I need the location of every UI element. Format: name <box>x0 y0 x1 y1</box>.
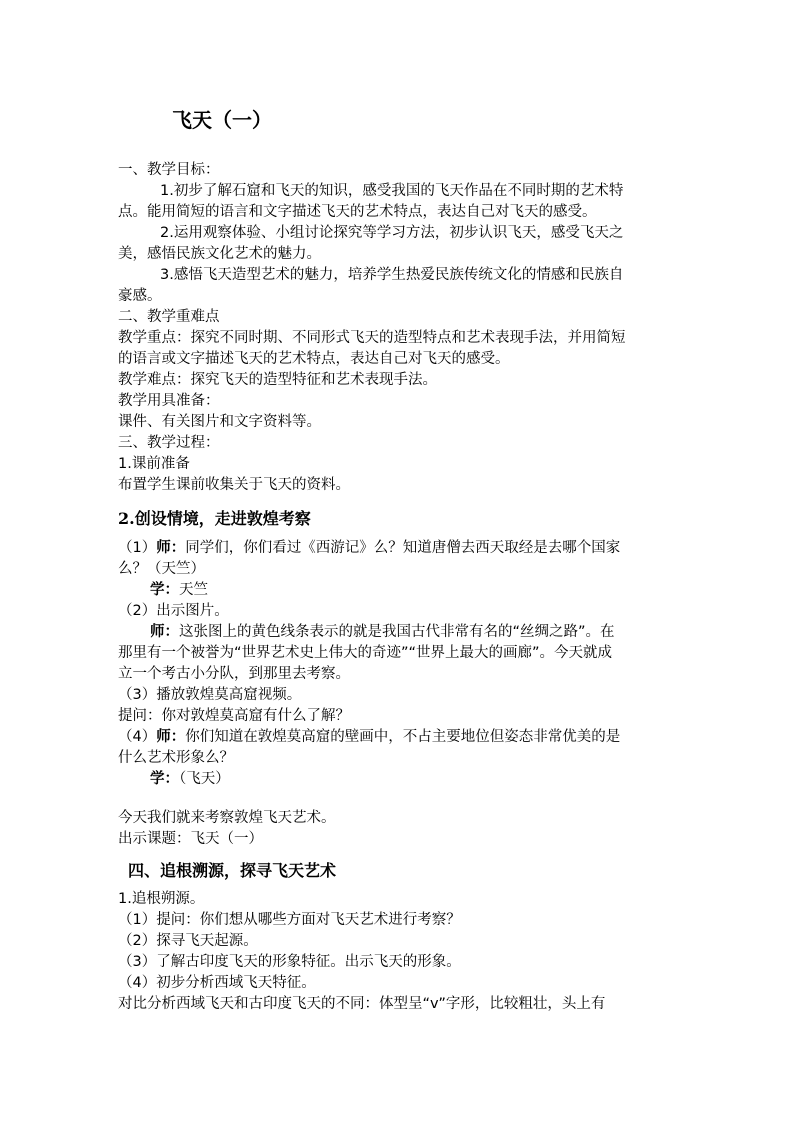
section-heading: 一、教学目标： <box>118 162 220 178</box>
text-line: 1.追根朔源。 <box>118 891 205 907</box>
text-line: 今天我们就来考察敦煌飞天艺术。 <box>118 810 336 826</box>
text-line: 豪感。 <box>118 288 162 304</box>
text-line: 点。能用简短的语言和文字描述飞天的艺术特点，表达自己对飞天的感受。 <box>118 204 597 220</box>
text-line: 教学用具准备： <box>118 393 220 409</box>
text-line: （2）探寻飞天起源。 <box>118 933 258 949</box>
text-line: 的语言或文字描述飞天的艺术特点，表达自己对飞天的感受。 <box>118 351 510 367</box>
speaker-label: 师： <box>156 540 186 556</box>
text-line: 提问：你对敦煌莫高窟有什么了解？ <box>118 708 350 724</box>
text-line: 出示课题：飞天（一） <box>118 831 263 847</box>
text-line <box>150 769 230 789</box>
text-line: 教学重点：探究不同时期、不同形式飞天的造型特点和艺术表现手法，并用简短 <box>118 330 626 346</box>
section-heading: 三、教学过程： <box>118 435 220 451</box>
text-line: 美，感悟民族文化艺术的魅力。 <box>118 246 321 262</box>
text-span: （飞天） <box>179 771 230 787</box>
text-span: 你们知道在敦煌莫高窟的壁画中，不占主要地位但姿态非常优美的是 <box>185 729 621 745</box>
subsection-heading: 四、追根溯源，探寻飞天艺术 <box>128 861 337 880</box>
text-line: 1.课前准备 <box>118 456 190 472</box>
text-line: 2.运用观察体验、小组讨论探究等学习方法，初步认识飞天，感受飞天之 <box>160 225 624 241</box>
text-line: 什么艺术形象么？ <box>118 750 234 766</box>
text-line <box>150 580 208 600</box>
text-line: （3）了解古印度飞天的形象特征。出示飞天的形象。 <box>118 954 461 970</box>
text-line: （3）播放敦煌莫高窟视频。 <box>118 687 302 703</box>
text-line: 立一个考古小分队，到那里去考察。 <box>118 666 350 682</box>
speaker-label: 学： <box>150 771 179 787</box>
text-line: 布置学生课前收集关于飞天的资料。 <box>118 477 350 493</box>
speaker-label: 师： <box>156 729 186 745</box>
document-title: 飞天（一） <box>172 108 272 132</box>
item-number: （4） <box>118 729 157 745</box>
text-line: 教学难点：探究飞天的造型特征和艺术表现手法。 <box>118 372 437 388</box>
text-line: 3.感悟飞天造型艺术的魅力，培养学生热爱民族传统文化的情感和民族自 <box>160 267 624 283</box>
text-line: （4）初步分析西域飞天特征。 <box>118 975 316 991</box>
text-span: 同学们，你们看过《西游记》么？知道唐僧去西天取经是去哪个国家 <box>185 540 621 556</box>
text-line: 么？（天竺） <box>118 561 205 577</box>
text-line: （2）出示图片。 <box>118 603 229 619</box>
speaker-label: 师： <box>150 624 179 640</box>
text-line: （1）提问：你们想从哪些方面对飞天艺术进行考察？ <box>118 912 461 928</box>
text-line: 对比分析西域飞天和古印度飞天的不同：体型呈“v”字形，比较粗壮，头上有 <box>118 996 606 1012</box>
text-line: 课件、有关图片和文字资料等。 <box>118 414 321 430</box>
text-line <box>150 622 615 642</box>
text-line: 1.初步了解石窟和飞天的知识，感受我国的飞天作品在不同时期的艺术特 <box>160 183 624 199</box>
text-span: 这张图上的黄色线条表示的就是我国古代非常有名的“丝绸之路”。在 <box>179 624 615 640</box>
text-span: 天竺 <box>179 582 208 598</box>
speaker-label: 学： <box>150 582 179 598</box>
text-line <box>118 727 620 747</box>
item-number: （1） <box>118 540 157 556</box>
subsection-heading: 2.创设情境，走进敦煌考察 <box>118 509 311 528</box>
text-line <box>118 538 620 558</box>
text-line: 那里有一个被誉为“世界艺术史上伟大的奇迹”“世界上最大的画廊”。今天就成 <box>118 645 613 661</box>
section-heading: 二、教学重难点 <box>118 309 220 325</box>
